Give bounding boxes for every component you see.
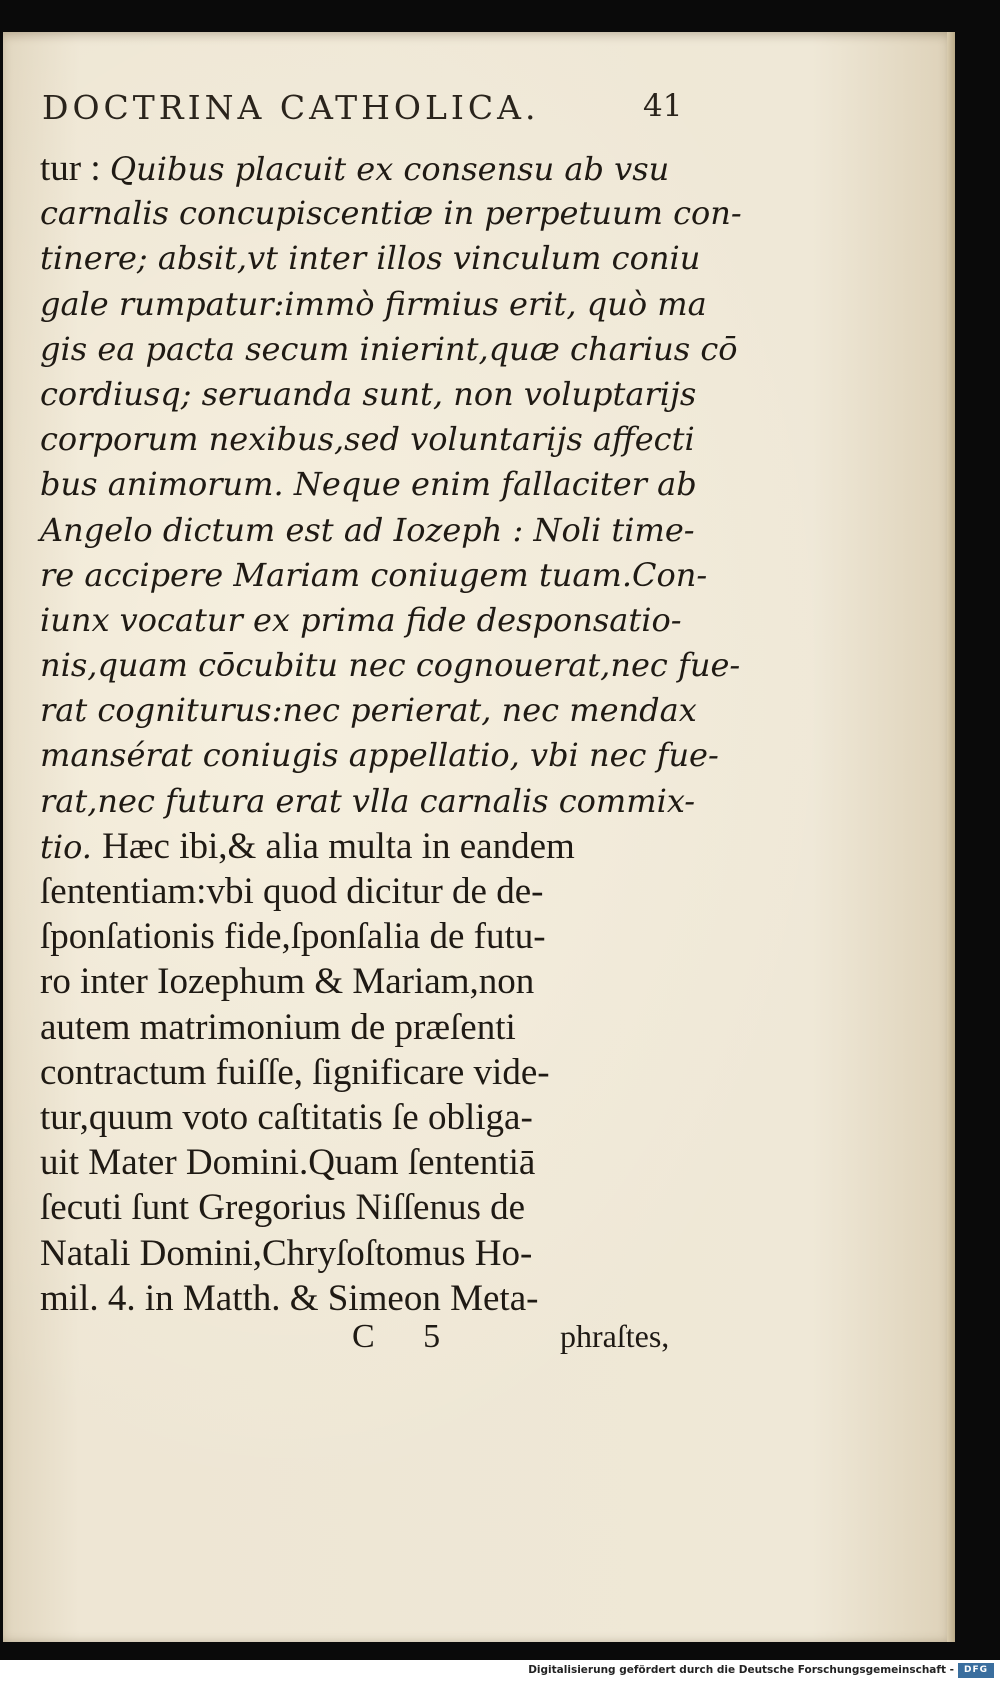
text-line: nis,quam cōcubitu nec cognouerat,nec fue- [40,646,741,685]
text-line: tur,quum voto caſtitatis ſe obliga- [40,1096,533,1138]
text-line: re accipere Mariam coniugem tuam.Con- [40,555,708,594]
italic-run: tio. [40,827,103,866]
text-line: mansérat coniugis appellatio, vbi nec fue- [40,736,719,775]
text-line: rat cogniturus:nec perierat, nec mendax [40,691,697,730]
text-line: autem matrimonium de præſenti [40,1006,516,1048]
text-line: bus animorum. Neque enim fallaciter ab [40,465,697,504]
page-number: 41 [643,88,683,124]
text-line: ſententiam:vbi quod dicitur de de- [40,871,544,912]
text-line: rat,nec futura erat vlla carnalis commix- [40,781,696,820]
page-edge [947,32,955,1642]
running-head: DOCTRINA CATHOLICA. [42,88,540,127]
text-line [40,146,700,191]
roman-run: tur : [40,148,110,189]
text-line: tinere; absit,vt inter illos vinculum coniu [40,239,701,278]
body-text [40,146,742,1321]
text-line: uit Mater Domini.Quam ſententiā [40,1142,536,1184]
text-line: mil. 4. in Matth. & Simeon Meta- [40,1277,539,1319]
text-line: ro inter Iozephum & Mariam,non [40,961,535,1003]
roman-run: Hæc ibi,& alia multa in eandem [102,825,575,867]
text-line: carnalis concupiscentiæ in perpetuum con- [40,194,742,233]
text-line: iunx vocatur ex prima fide desponsatio- [40,600,682,639]
text-line: Natali Domini,Chryſoſtomus Ho- [40,1232,533,1274]
italic-run: Quibus placuit ex consensu ab vsu [109,150,670,188]
signature-mark: C 5 [352,1318,441,1355]
dfg-logo-icon: DFG [958,1663,994,1678]
text-line: contractum fuiſſe, ſignificare vide- [40,1051,550,1093]
text-line: Angelo dictum est ad Iozeph : Noli time- [40,510,695,549]
text-line: gale rumpatur:immò firmius erit, quò ma [40,284,707,323]
text-line [40,824,700,869]
funding-credit: Digitalisierung gefördert durch die Deutsche Forschungsgemeinschaft - [528,1664,954,1676]
text-line: ſponſationis fide,ſponſalia de futu- [40,916,546,958]
text-line: gis ea pacta secum inierint,quæ charius cō [40,329,738,368]
text-line: ſecuti ſunt Gregorius Niſſenus de [40,1187,526,1229]
catchword: phraſtes, [560,1318,670,1354]
text-line: cordiusq; seruanda sunt, non voluptarijs [40,374,697,413]
text-line: corporum nexibus,sed voluntarijs affecti [40,420,695,459]
